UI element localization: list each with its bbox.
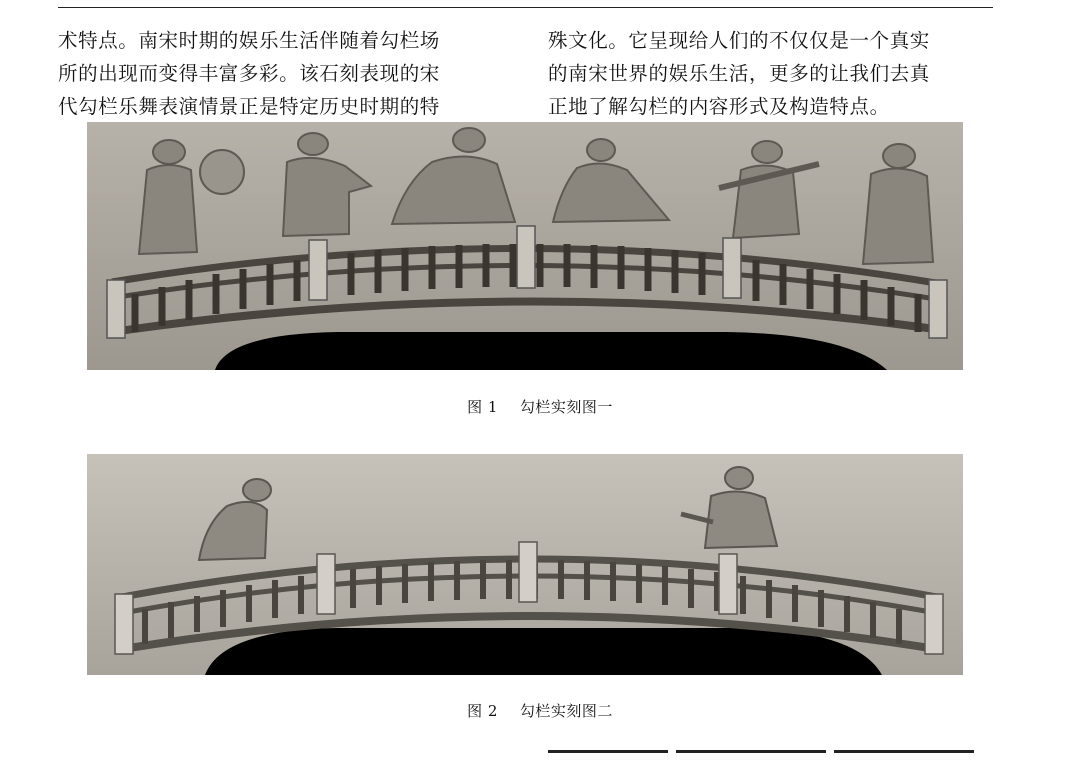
paragraph-line: 代勾栏乐舞表演情景正是特定历史时期的特 <box>58 95 440 118</box>
cropped-text-line <box>548 750 993 762</box>
relief-image-1 <box>87 122 963 370</box>
header-rule <box>58 7 993 8</box>
paragraph-line: 术特点。南宋时期的娱乐生活伴随着勾栏场 <box>58 29 440 52</box>
figure-1-caption <box>0 396 1080 417</box>
paragraph-line: 的南宋世界的娱乐生活，更多的让我们去真 <box>548 62 930 85</box>
text-column-left <box>58 24 503 123</box>
paragraph-line: 所的出现而变得丰富多彩。该石刻表现的宋 <box>58 62 440 85</box>
relief-image-2 <box>87 454 963 675</box>
figure-2-relief-photo <box>87 454 963 675</box>
figure-title: 勾栏实刻图一 <box>519 398 613 416</box>
figure-title: 勾栏实刻图二 <box>519 702 613 720</box>
text-column-right <box>548 24 993 123</box>
figure-number: 图 1 <box>467 398 498 416</box>
figure-2-caption <box>0 700 1080 721</box>
paragraph-line: 正地了解勾栏的内容形式及构造特点。 <box>548 95 890 118</box>
figure-1-relief-photo <box>87 122 963 370</box>
figure-number: 图 2 <box>467 702 498 720</box>
paragraph-line: 殊文化。它呈现给人们的不仅仅是一个真实 <box>548 29 930 52</box>
